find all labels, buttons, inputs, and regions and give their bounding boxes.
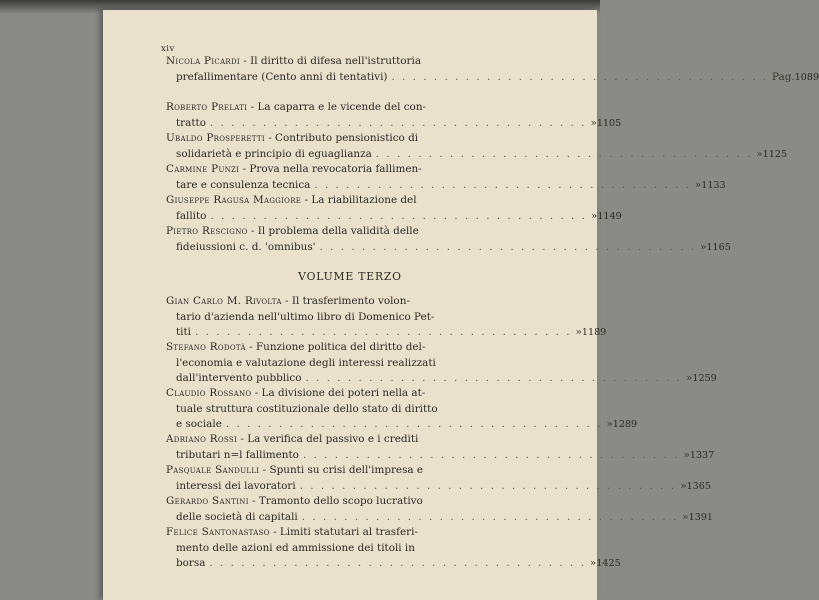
page-marker: » <box>590 116 597 129</box>
page-marker: » <box>682 510 689 523</box>
dot-leader: . . . . . . . . . . . . . . . . . . . . . . . . . . . . . . . . . . . . <box>301 510 679 523</box>
toc-entry-line <box>166 54 491 70</box>
toc-page-number: 1189 <box>581 327 607 338</box>
toc-entry-line <box>166 340 491 356</box>
toc-title-text: fallito <box>176 209 207 222</box>
toc-title-text: Il diritto di difesa nell'istruttoria <box>250 55 422 67</box>
page-marker: » <box>700 240 707 253</box>
toc-title-text: titi <box>176 326 191 338</box>
toc-page-number: 1089 <box>794 71 819 83</box>
toc-title-text: Tramonto dello scopo lucrativo <box>258 495 423 507</box>
toc-entry-line <box>166 525 491 541</box>
toc-page-number: 1391 <box>688 511 714 523</box>
toc-title-text: fideiussioni c. d. 'omnibus' <box>176 240 316 253</box>
toc-entry <box>166 131 788 162</box>
page-marker: » <box>606 418 613 430</box>
toc-last-line <box>166 178 726 194</box>
toc-entry-line <box>166 310 491 326</box>
toc-last-line <box>166 417 638 433</box>
toc-separator: - <box>247 101 258 113</box>
toc-separator: - <box>248 495 259 507</box>
toc-title-text: Il trasferimento volon- <box>291 295 410 307</box>
toc-separator: - <box>237 433 248 445</box>
toc-title-text: La caparra e le vicende del con- <box>257 101 427 113</box>
dot-leader: . . . . . . . . . . . . . . . . . . . . . . . . . . . . . . . . . . . . <box>209 557 586 569</box>
toc-title-text: tuale struttura costituzionale dello stato di diritto <box>176 402 438 415</box>
dot-leader: . . . . . . . . . . . . . . . . . . . . . . . . . . . . . . . . . . . . <box>209 116 587 129</box>
dot-leader: . . . . . . . . . . . . . . . . . . . . . . . . . . . . . . . . . . . . <box>319 240 697 253</box>
toc-author: Gian Carlo M. Rivolta <box>166 295 282 307</box>
toc-author: Nicola Picardi <box>166 55 240 67</box>
toc-title-text: interessi dei lavoratori <box>176 479 296 492</box>
page-marker: » <box>756 147 763 160</box>
toc-author: Gerardo Santini <box>166 495 249 507</box>
toc-entry <box>166 193 622 224</box>
dot-leader: . . . . . . . . . . . . . . . . . . . . . . . . . . . . . . . . . . . . <box>391 70 768 83</box>
toc-separator: - <box>259 464 270 476</box>
dot-leader: . . . . . . . . . . . . . . . . . . . . . . . . . . . . . . . . . . . . <box>195 326 572 338</box>
toc-title-text: La riabilitazione del <box>311 194 417 206</box>
dot-leader: . . . . . . . . . . . . . . . . . . . . . . . . . . . . . . . . . . . . <box>302 448 680 461</box>
page-marker: » <box>686 372 693 384</box>
toc-separator: - <box>247 225 258 237</box>
toc-title-text: tratto <box>176 116 206 129</box>
toc-author: Giuseppe Ragusa Maggiore <box>166 194 302 206</box>
toc-last-line <box>166 479 711 495</box>
toc-entry-line <box>166 294 491 310</box>
toc-last-line <box>166 448 715 464</box>
toc-title-text: mento delle azioni ed ammissione dei titoli in <box>176 541 415 554</box>
toc-separator: - <box>251 387 262 399</box>
toc-author: Ubaldo Prosperetti <box>166 132 265 144</box>
toc-entry-line <box>166 494 491 510</box>
toc-last-line <box>166 325 607 341</box>
toc-last-line <box>166 209 622 225</box>
toc-entry-line <box>166 386 491 402</box>
toc-title-text: e sociale <box>176 418 222 430</box>
toc-entry <box>166 100 622 131</box>
toc-separator: - <box>269 526 280 538</box>
toc-page-number: 1105 <box>596 117 622 129</box>
section-title: VOLUME TERZO <box>298 270 402 283</box>
toc-entry-line <box>166 131 491 147</box>
toc-title-text: prefallimentare (Cento anni di tentativi) <box>176 70 388 83</box>
toc-title-text: Funzione politica del diritto del- <box>255 341 426 353</box>
page-number: xiv <box>161 44 175 54</box>
toc-title-text: solidarietà e principio di eguaglianza <box>176 147 372 160</box>
page-marker: » <box>589 557 597 569</box>
toc-entry-line <box>166 356 491 372</box>
toc-author: Carmine Punzi <box>166 163 240 175</box>
toc-last-line <box>166 116 622 132</box>
toc-page-number: 1425 <box>596 558 621 569</box>
toc-author: Adriano Rossi <box>166 433 238 445</box>
toc-author: Felice Santonastaso <box>166 526 270 538</box>
toc-title-text: Spunti su crisi dell'impresa e <box>269 464 424 476</box>
toc-entry-line <box>166 463 491 479</box>
toc-page-number: 1165 <box>706 241 731 253</box>
toc-last-line <box>166 510 714 526</box>
toc-entry-line <box>166 432 491 448</box>
toc-entry <box>166 386 638 433</box>
dot-leader: . . . . . . . . . . . . . . . . . . . . . . . . . . . . . . . . . . . . <box>210 209 587 222</box>
toc-page-number: 1149 <box>597 210 622 222</box>
toc-title-text: La divisione dei poteri nella at- <box>261 387 426 399</box>
toc-entry-line <box>166 100 491 116</box>
dot-leader: . . . . . . . . . . . . . . . . . . . . . . . . . . . . . . . . . . . . <box>305 372 682 384</box>
toc-title-text: tario d'azienda nell'ultimo libro di Domenico Pet- <box>176 310 435 323</box>
toc-entry <box>166 463 711 494</box>
page-marker: » <box>680 479 687 492</box>
toc-separator: - <box>301 194 312 206</box>
toc-entry <box>166 224 731 255</box>
toc-title-text: dall'intervento pubblico <box>176 372 302 384</box>
page-marker: » <box>590 209 598 222</box>
toc-separator: - <box>264 132 276 144</box>
page-marker: » <box>575 326 582 338</box>
toc-last-line <box>166 70 819 86</box>
toc-page-number: 1133 <box>701 179 726 191</box>
toc-entry-line <box>166 224 491 240</box>
toc-title-text: tributari n=l fallimento <box>176 448 299 461</box>
toc-entry <box>166 54 819 85</box>
dot-leader: . . . . . . . . . . . . . . . . . . . . . . . . . . . . . . . . . . . . <box>375 147 753 160</box>
toc-title-text: Prova nella revocatoria fallimen- <box>249 163 422 175</box>
toc-title-text: Il problema della validità delle <box>257 225 419 237</box>
toc-entry <box>166 294 607 341</box>
book-page <box>103 10 819 600</box>
page-marker: » <box>694 178 702 191</box>
toc-title-text: Contributo pensionistico di <box>275 132 419 144</box>
toc-title-text: borsa <box>176 557 206 569</box>
toc-separator: - <box>281 295 292 307</box>
toc-page-number: 1289 <box>612 419 638 430</box>
toc-entry-line <box>166 162 491 178</box>
toc-author: Pietro Rescigno <box>166 225 248 237</box>
toc-title-text: La verifica del passivo e i crediti <box>247 433 419 445</box>
dot-leader: . . . . . . . . . . . . . . . . . . . . . . . . . . . . . . . . . . . . <box>299 479 677 492</box>
toc-last-line <box>166 556 621 572</box>
toc-page-number: 1125 <box>762 148 788 160</box>
dot-leader: . . . . . . . . . . . . . . . . . . . . . . . . . . . . . . . . . . . . <box>225 418 603 430</box>
toc-last-line <box>166 371 717 387</box>
toc-separator: - <box>239 55 251 67</box>
toc-title-text: l'economia e valutazione degli interessi realizzati <box>176 356 436 369</box>
toc-author: Pasquale Sandulli <box>166 464 260 476</box>
toc-entry-line <box>166 541 491 557</box>
toc-entry-line <box>166 193 491 209</box>
toc-page-number: 1337 <box>689 449 715 461</box>
toc-last-line <box>166 147 788 163</box>
toc-author: Roberto Prelati <box>166 101 248 113</box>
toc-entry <box>166 162 726 193</box>
toc-title-text: Limiti statutari al trasferi- <box>279 526 418 538</box>
toc-title-text: delle società di capitali <box>176 510 298 523</box>
toc-entry <box>166 525 621 572</box>
dot-leader: . . . . . . . . . . . . . . . . . . . . . . . . . . . . . . . . . . . . <box>314 178 691 191</box>
toc-author: Stefano Rodotà <box>166 341 246 353</box>
toc-entry-line <box>166 402 491 418</box>
toc-title-text: tare e consulenza tecnica <box>176 178 311 191</box>
toc-page-number: 1259 <box>692 373 717 384</box>
toc-last-line <box>166 240 731 256</box>
page-marker: » <box>683 448 690 461</box>
toc-author: Claudio Rossano <box>166 387 252 399</box>
toc-page-number: 1365 <box>686 480 711 492</box>
page-marker: Pag. <box>771 70 795 83</box>
toc-entry <box>166 340 717 387</box>
toc-entry <box>166 432 715 463</box>
toc-entry <box>166 494 714 525</box>
toc-separator: - <box>239 163 250 175</box>
toc-separator: - <box>245 341 256 353</box>
